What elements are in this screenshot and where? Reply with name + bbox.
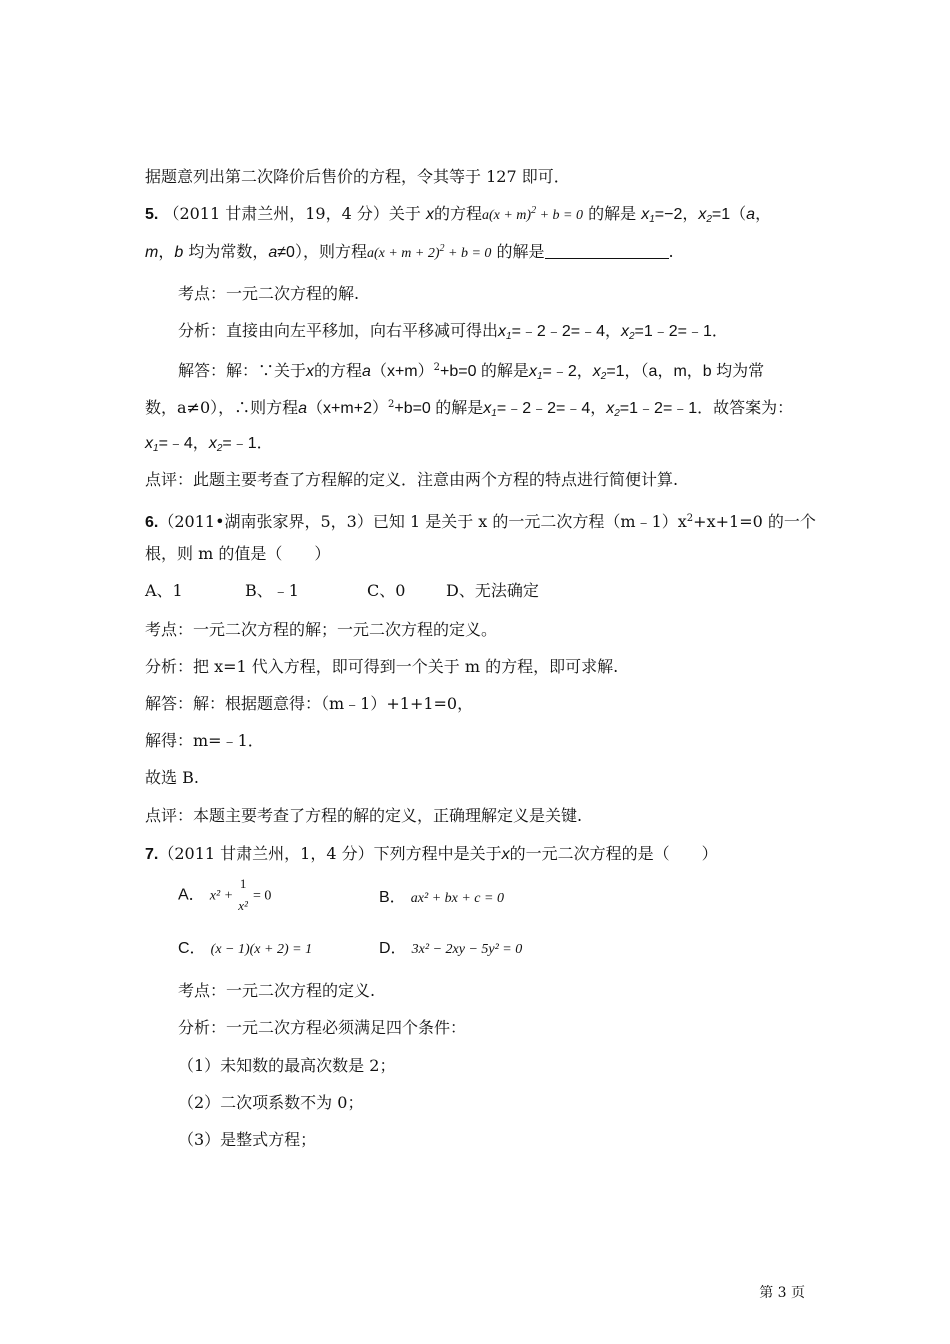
q5-jieda-line1: 解答：解：∵关于x的方程$a(x+m)^2+b=0$ 的解是$x_1=﹣2$，$x_2=1$，（a，m，b 均为常 — [178, 361, 765, 382]
fraction: 1 x² — [238, 876, 248, 913]
q5-kaodian: 考点：一元二次方程的解. — [178, 284, 360, 303]
q7-option-a: A． x² + 1 x² = 0 — [178, 876, 272, 913]
q6-kaodian: 考点：一元二次方程的解；一元二次方程的定义。 — [145, 620, 498, 639]
q6-fenxi: 分析：把 x=1 代入方程，即可得到一个关于 m 的方程，即可求解. — [145, 657, 619, 676]
q7-number: 7. — [145, 846, 159, 863]
q6-line1: 6.（2011•湖南张家界，5，3）已知 1 是关于 x 的一元二次方程$(m﹣1)x^2+x+1=0$ 的一个 — [145, 512, 816, 531]
q6-jiede: 解得：m=﹣1． — [145, 731, 264, 750]
q5-text: 的解是 — [496, 242, 545, 261]
q5-source: （2011 甘肃兰州，19，4 分）关于 — [163, 204, 421, 223]
q7-option-b: B． ax² + bx + c = 0 — [379, 889, 504, 906]
q7-kaodian: 考点：一元二次方程的定义. — [178, 981, 376, 1000]
var-a: a — [746, 206, 756, 223]
q6-dianping: 点评：本题主要考查了方程的解的定义，正确理解定义是关键. — [145, 806, 583, 825]
q5-answer: $x_1=﹣4$，$x_2=﹣1$． — [145, 435, 273, 454]
q7-option-d: D． 3x² − 2xy − 5y² = 0 — [379, 940, 523, 957]
q5-line2: m，b 均为常数，a≠0），则方程$a(x + m + 2)^2 + b = 0$ 的解是 . — [145, 242, 674, 261]
q7-cond3: （3）是整式方程； — [178, 1130, 317, 1149]
q6-jieda: 解答：解：根据题意得：（m﹣1）+1+1=0， — [145, 694, 474, 713]
q6-option-c: C、0 — [367, 581, 406, 600]
q5-text: 均为常数， — [188, 242, 269, 261]
q7-cond2: （2）二次项系数不为 0； — [178, 1093, 364, 1112]
q5-sol2: =1（ — [711, 206, 747, 223]
q5-jieda-line2: 数，a≠0），∴则方程$a(x+m+2)^2+b=0$ 的解是$x_1=﹣2﹣2=﹣4$，$x_2=1﹣2=﹣1$．故答案为： — [145, 398, 794, 419]
var-x1: $x_1$ — [641, 206, 655, 225]
var-x: x — [425, 206, 434, 223]
q5-equation1: $a(x + m)^2 + b = 0$ — [481, 205, 583, 223]
q5-dianping: 点评：此题主要考查了方程解的定义．注意由两个方程的特点进行简便计算. — [145, 470, 679, 489]
q5-cond: ≠0），则方程 — [277, 244, 367, 261]
q6-line2: 根，则 m 的值是（ ） — [145, 544, 331, 563]
q5-text: 的解是 — [588, 204, 637, 223]
q7-fenxi: 分析：一元二次方程必须满足四个条件： — [178, 1018, 467, 1037]
q6-option-a: A、1 — [145, 581, 183, 600]
q7-cond1: （1）未知数的最高次数是 2； — [178, 1056, 396, 1075]
q6-option-d: D、无法确定 — [446, 581, 539, 600]
q5-text: 的方程 — [433, 204, 482, 223]
page-number: 第 3 页 — [759, 1285, 805, 1301]
q6-guxuan: 故选 B. — [145, 768, 199, 787]
q5-sol1: =−2， — [654, 206, 699, 223]
q5-fenxi: 分析：直接由向左平移加，向右平移减可得出$x_1=﹣2﹣2=﹣4$，$x_2=1﹣2=﹣1$． — [178, 321, 728, 342]
q6-number: 6. — [145, 514, 159, 531]
q7-line1: 7.（2011 甘肃兰州，1，4 分）下列方程中是关于x的一元二次方程的是（ ） — [145, 844, 718, 863]
var-x2: $x_2$ — [698, 206, 712, 225]
intro-line: 据题意列出第二次降价后售价的方程，令其等于 127 即可． — [145, 167, 570, 186]
q5-number: 5. — [145, 206, 159, 223]
q5-equation2: $a(x + m + 2)^2 + b = 0$ — [366, 243, 492, 261]
q7-option-c: C． (x − 1)(x + 2) = 1 — [178, 940, 313, 957]
q5-line1: 5. （2011 甘肃兰州，19，4 分）关于 x的方程$a(x + m)^2 + b = 0$ 的解是 $x_1=-2$，$x_2=1(a$， — [145, 204, 772, 225]
answer-blank — [545, 242, 669, 259]
q6-option-b: B、﹣1 — [245, 581, 299, 600]
